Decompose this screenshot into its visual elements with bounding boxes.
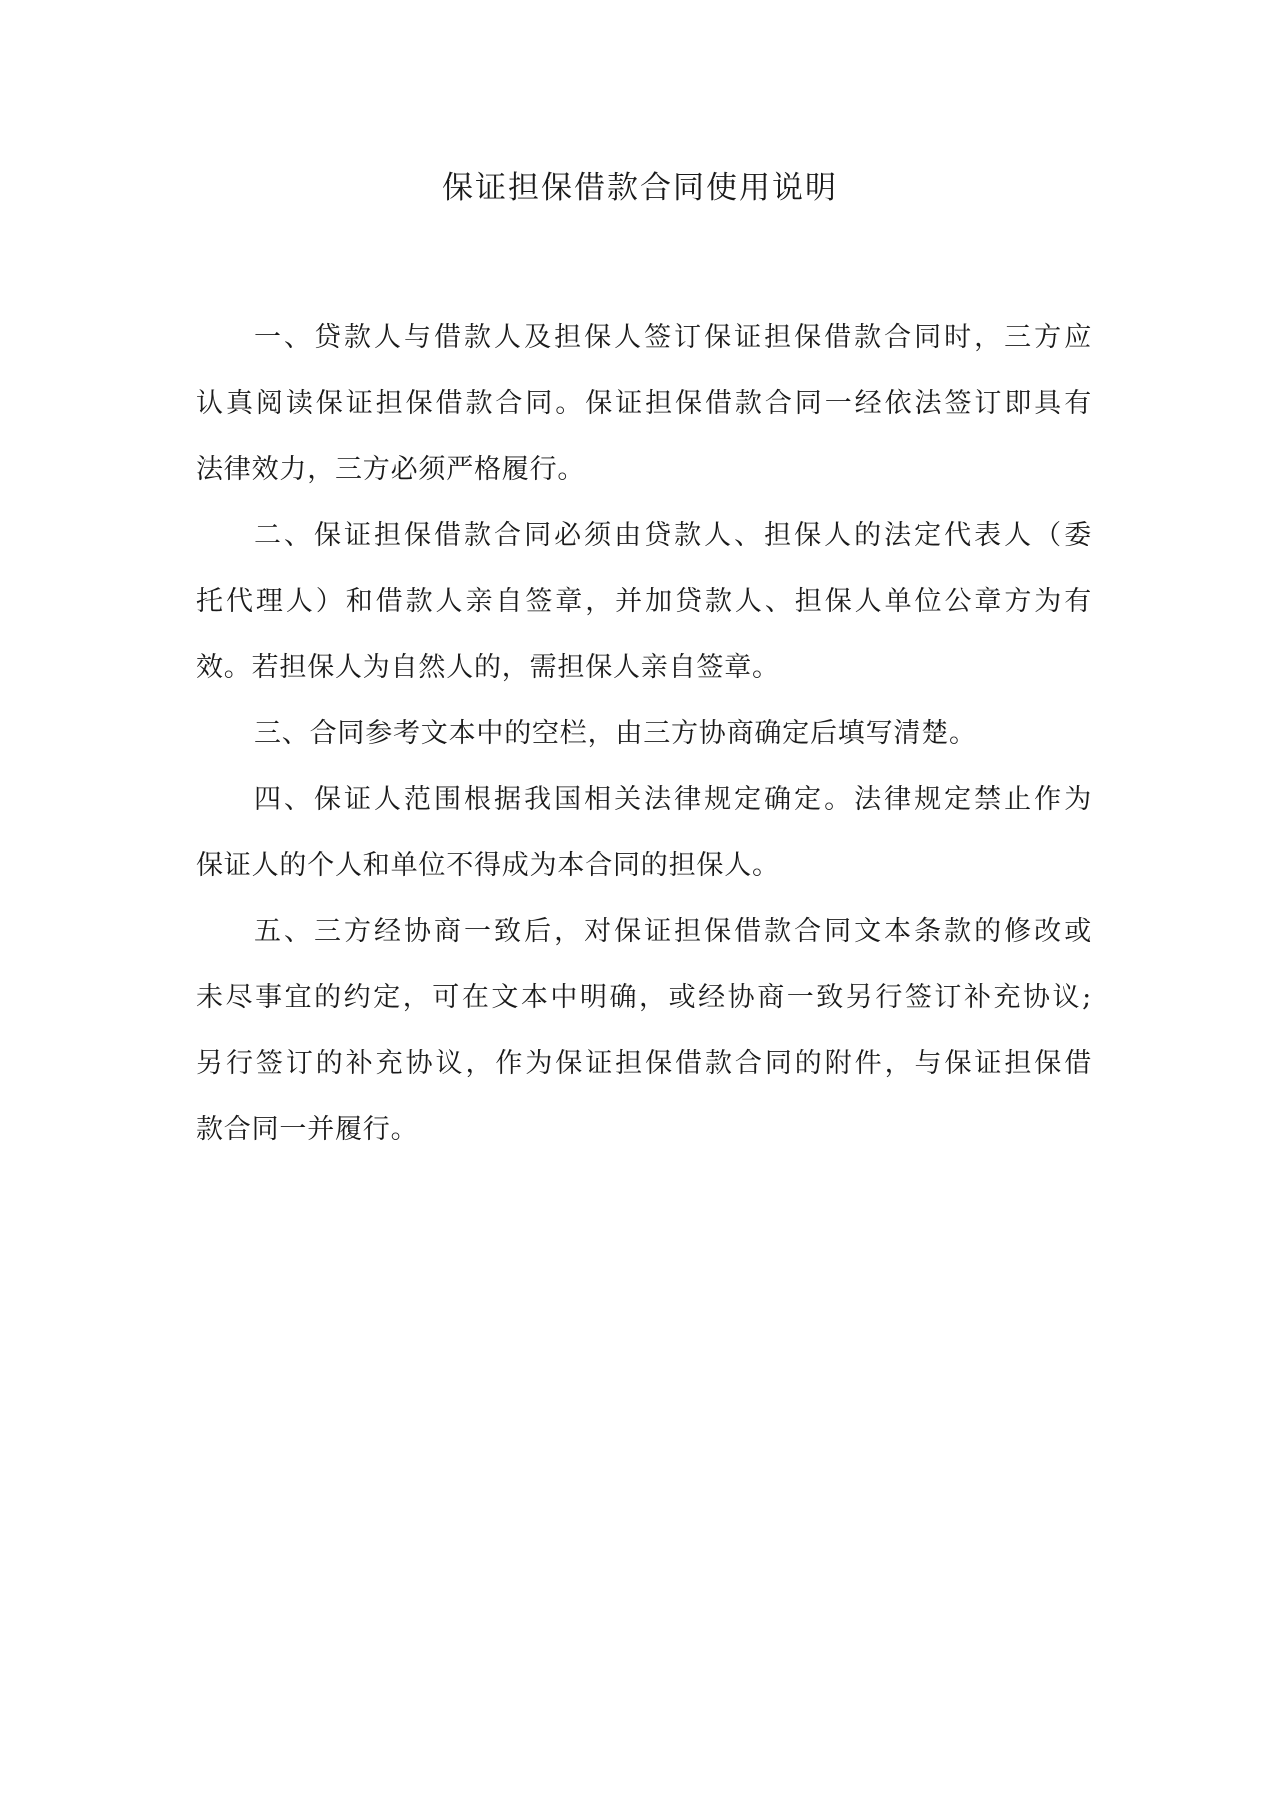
- paragraph-3: [196, 701, 1092, 767]
- paragraph-1: [196, 305, 1092, 503]
- paragraph-line: 保证人的个人和单位不得成为本合同的担保人。: [196, 850, 780, 881]
- paragraph-line: 三、合同参考文本中的空栏，由三方协商确定后填写清楚。: [254, 718, 977, 749]
- paragraph-4: [196, 767, 1092, 899]
- paragraph-line: 另行签订的补充协议，作为保证担保借款合同的附件，与保证担保借: [196, 1048, 1092, 1079]
- paragraph-2: [196, 503, 1092, 701]
- paragraph-line: 五、三方经协商一致后，对保证担保借款合同文本条款的修改或: [254, 916, 1092, 947]
- paragraph-line: 效。若担保人为自然人的，需担保人亲自签章。: [196, 652, 780, 683]
- paragraph-5: [196, 899, 1092, 1163]
- paragraph-line: 认真阅读保证担保借款合同。保证担保借款合同一经依法签订即具有: [196, 388, 1092, 419]
- paragraph-line: 二、保证担保借款合同必须由贷款人、担保人的法定代表人（委: [254, 520, 1092, 551]
- paragraph-line: 未尽事宜的约定，可在文本中明确，或经协商一致另行签订补充协议;: [196, 982, 1092, 1013]
- document-body: [196, 305, 1092, 1163]
- paragraph-line: 托代理人）和借款人亲自签章，并加贷款人、担保人单位公章方为有: [196, 586, 1092, 617]
- paragraph-line: 款合同一并履行。: [196, 1114, 419, 1145]
- paragraph-line: 四、保证人范围根据我国相关法律规定确定。法律规定禁止作为: [254, 784, 1092, 815]
- paragraph-line: 法律效力，三方必须严格履行。: [196, 454, 586, 485]
- document-title: 保证担保借款合同使用说明: [442, 170, 838, 206]
- paragraph-line: 一、贷款人与借款人及担保人签订保证担保借款合同时，三方应: [254, 322, 1092, 353]
